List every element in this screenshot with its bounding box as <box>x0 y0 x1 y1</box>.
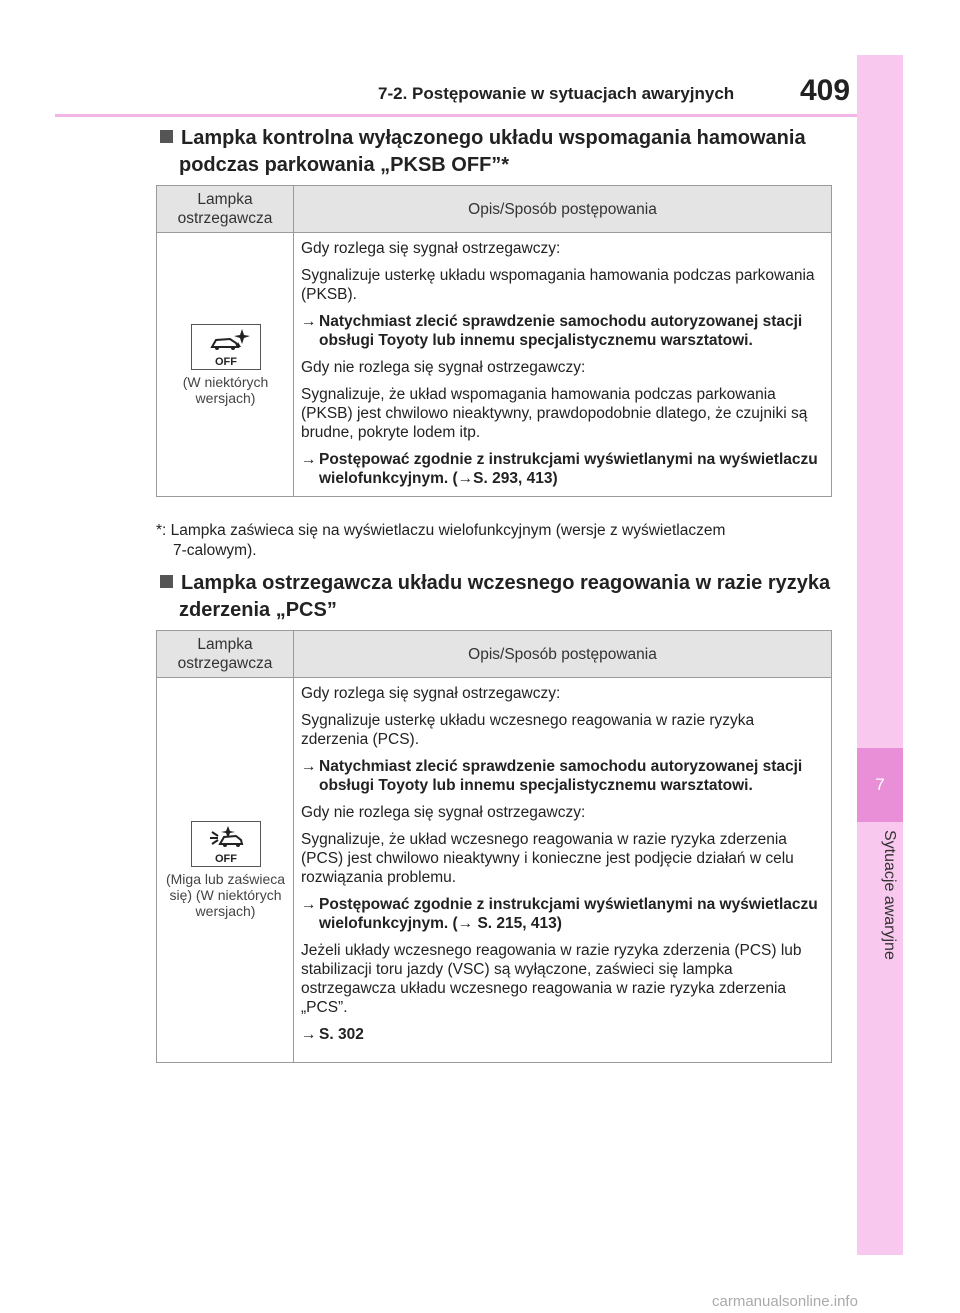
description-text: Jeżeli układy wczesnego reagowania w razie ryzyka zderzenia (PCS) lub stabilizacji toru jazdy (VSC) są wyłączone, zaświeci się lampka ostrzegawcza układu wczesnego reagowania w razie ryzyka zderzenia „PCS”. <box>301 942 802 1016</box>
table-row <box>157 233 832 497</box>
arrow-icon: → <box>301 313 317 330</box>
chapter-side-strip <box>857 55 903 1255</box>
footnote <box>156 521 836 561</box>
lamp-caption: (W niektórych wersjach) <box>182 373 269 406</box>
action-instruction <box>301 1025 825 1044</box>
pcs-warning-table <box>156 630 832 1063</box>
section-heading-pksb <box>160 125 840 179</box>
square-bullet-icon <box>160 130 173 143</box>
footnote-text: 7-calowym). <box>173 542 257 559</box>
heading-line: podczas parkowania „PKSB OFF”* <box>179 154 510 176</box>
section-heading-pcs <box>160 570 840 624</box>
action-instruction <box>301 312 825 350</box>
description-text: Sygnalizuje, że układ wczesnego reagowania w razie ryzyka zderzenia (PCS) jest chwilowo nieaktywny i konieczne jest podjęcie działań w celu rozwiązania problemu. <box>301 831 794 886</box>
watermark-text: carmanualsonline.info <box>712 1293 858 1310</box>
description-text: Gdy rozlega się sygnał ostrzegawczy: <box>301 240 561 257</box>
footnote-text: *: Lampka zaświeca się na wyświetlaczu wielofunkcyjnym (wersje z wyświetlaczem <box>156 522 726 539</box>
header-divider <box>55 114 857 117</box>
column-header-description: Opis/Sposób postępowania <box>294 186 832 233</box>
description-cell <box>294 678 832 1063</box>
column-header-description: Opis/Sposób postępowania <box>294 631 832 678</box>
description-cell <box>294 233 832 497</box>
arrow-icon: → <box>301 1026 317 1043</box>
description-text: Gdy rozlega się sygnał ostrzegawczy: <box>301 685 561 702</box>
description-text: Sygnalizuje, że układ wspomagania hamowania podczas parkowania (PKSB) jest chwilowo nieaktywny, prawdopodobnie dlatego, że czujniki są brudne, pokryte lodem itp. <box>301 386 808 441</box>
heading-line: zderzenia „PCS” <box>179 599 337 621</box>
pksb-warning-table <box>156 185 832 497</box>
lamp-caption: (Miga lub zaświeca się) (W niektórych wersjach) <box>165 871 286 919</box>
description-text: Sygnalizuje usterkę układu wspomagania hamowania podczas parkowania (PKSB). <box>301 267 815 303</box>
pksb-off-icon <box>191 324 261 370</box>
pcs-off-icon <box>191 821 261 867</box>
action-instruction <box>301 450 825 488</box>
heading-line: Lampka ostrzegawcza układu wczesnego reagowania w razie ryzyka <box>181 572 831 594</box>
column-header-lamp: Lampka ostrzegawcza <box>157 631 294 678</box>
lamp-cell <box>157 678 294 1063</box>
table-header-row <box>157 186 832 233</box>
action-instruction <box>301 895 825 933</box>
action-instruction <box>301 757 825 795</box>
arrow-icon: → <box>301 758 317 775</box>
action-text: Postępować zgodnie z instrukcjami wyświetlanymi na wyświetlaczu wielofunkcyjnym. (→S. 293, 413) <box>319 451 818 487</box>
section-header-title: 7-2. Postępowanie w sytuacjach awaryjnych <box>378 84 735 103</box>
arrow-icon: → <box>301 896 317 913</box>
table-header-row <box>157 631 832 678</box>
page-number: 409 <box>800 74 851 107</box>
svg-text:OFF: OFF <box>214 355 237 368</box>
square-bullet-icon <box>160 575 173 588</box>
action-text: Natychmiast zlecić sprawdzenie samochodu autoryzowanej stacji obsługi Toyoty lub innemu specjalistycznemu warsztatowi. <box>319 758 803 794</box>
action-text: Postępować zgodnie z instrukcjami wyświetlanymi na wyświetlaczu wielofunkcyjnym. (→ S. 215, 413) <box>319 896 818 932</box>
chapter-tab[interactable]: 7 <box>857 748 903 822</box>
description-text: Gdy nie rozlega się sygnał ostrzegawczy: <box>301 359 586 376</box>
description-text: Gdy nie rozlega się sygnał ostrzegawczy: <box>301 804 586 821</box>
heading-line: Lampka kontrolna wyłączonego układu wspomagania hamowania <box>181 127 806 149</box>
arrow-icon: → <box>301 451 317 468</box>
svg-text:OFF: OFF <box>214 853 237 865</box>
action-text: Natychmiast zlecić sprawdzenie samochodu autoryzowanej stacji obsługi Toyoty lub innemu specjalistycznemu warsztatowi. <box>319 313 803 349</box>
lamp-cell <box>157 233 294 497</box>
action-text: S. 302 <box>319 1026 364 1043</box>
column-header-lamp: Lampka ostrzegawcza <box>157 186 294 233</box>
table-row <box>157 678 832 1063</box>
description-text: Sygnalizuje usterkę układu wczesnego reagowania w razie ryzyka zderzenia (PCS). <box>301 712 755 748</box>
chapter-title: Sytuacje awaryjne <box>881 830 898 960</box>
